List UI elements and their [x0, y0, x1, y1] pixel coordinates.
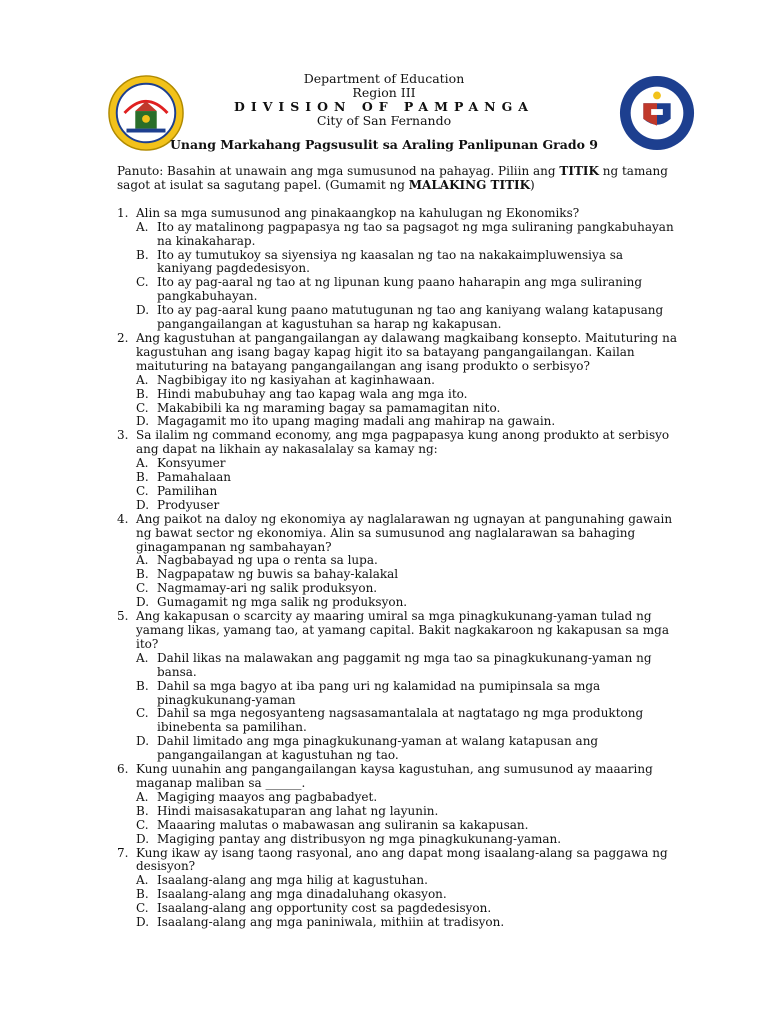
option-text: Nagbabayad ng upa o renta sa lupa. [157, 553, 378, 568]
option-text: Isaalang-alang ang mga hilig at kagustuhan. [157, 873, 428, 888]
question-number: 3. [117, 428, 129, 443]
answer-option [136, 596, 677, 610]
question-body [136, 332, 677, 429]
question-number: 6. [117, 762, 129, 777]
option-letter: D. [136, 734, 150, 749]
option-letter: C. [136, 400, 149, 415]
option-letter: C. [136, 706, 149, 721]
question-number: 4. [117, 511, 129, 526]
answer-option [136, 735, 677, 763]
question-text: Kung uunahin ang pangangailangan kaysa kagustuhan, ang sumusunod ay maaaring maganap maliban sa ______. [136, 762, 653, 790]
question-text: Kung ikaw ay isang taong rasyonal, ano ang dapat mong isaalang-alang sa paggawa ng desisyon? [136, 845, 668, 874]
answer-option [136, 582, 677, 596]
option-letter: C. [136, 483, 149, 498]
option-text: Maaaring malutas o mabawasan ang suliranin sa kakapusan. [157, 817, 529, 832]
option-text: Pamahalaan [157, 470, 231, 485]
option-text: Ito ay matalinong pagpapasya ng tao sa pagsagot ng mga suliraning pangkabuhayan na kinakaharap. [157, 219, 674, 248]
exam-content [117, 165, 677, 930]
option-letter: D. [136, 831, 150, 846]
region-name: Region III [352, 85, 416, 100]
option-text: Nagpapataw ng buwis sa bahay-kalakal [157, 567, 399, 582]
question-body [136, 429, 677, 512]
question-item [117, 207, 677, 332]
question-text: Ang paikot na daloy ng ekonomiya ay naglalarawan ng ugnayan at pangunahing gawain ng bawat sector ng ekonomiya. Alin sa sumusunod ang naglalarawan sa bahaging ginagampanan ng sambahayan? [136, 511, 673, 554]
option-letter: B. [136, 247, 149, 262]
option-letter: A. [136, 789, 149, 804]
instructions-text: ) [530, 177, 535, 192]
question-text: Ang kagustuhan at pangangailangan ay dalawang magkaibang konsepto. Maituturing na kagustuhan ang isang bagay kapag higit ito sa batayang pangangailangan. Kailan maituturing na batayang pangangailangan ang isang produkto o serbisyo? [136, 330, 678, 373]
answer-option [136, 652, 677, 680]
question-body [136, 610, 677, 763]
option-text: Nagmamay-ari ng salik produksyon. [157, 581, 378, 596]
answer-option [136, 499, 677, 513]
instructions-text: ng tamang sagot at isulat sa sagutang papel. (Gumamit ng [117, 164, 668, 192]
option-text: Dahil likas na malawakan ang paggamit ng mga tao sa pinagkukunang-yaman ng bansa. [157, 650, 652, 679]
question-item [117, 847, 677, 930]
option-text: Isaalang-alang ang mga dinadaluhang okasyon. [157, 887, 447, 902]
answer-option [136, 554, 677, 568]
option-letter: C. [136, 817, 149, 832]
answer-option [136, 902, 677, 916]
instructions-bold: MALAKING TITIK [408, 177, 531, 192]
option-letter: A. [136, 219, 149, 234]
question-item [117, 429, 677, 512]
question-text: Ang kakapusan o scarcity ay maaring umiral sa mga pinagkukunang-yaman tulad ng yamang likas, yamang tao, at yamang capital. Bakit nagkakaroon ng kakapusan sa mga ito? [136, 609, 669, 651]
answer-option [136, 457, 677, 471]
option-letter: B. [136, 386, 149, 401]
answer-option [136, 415, 677, 429]
option-text: Hindi mabubuhay ang tao kapag wala ang mga ito. [157, 386, 468, 401]
option-letter: D. [136, 303, 150, 318]
question-item [117, 332, 677, 429]
question-body [136, 513, 677, 610]
option-letter: A. [136, 873, 149, 888]
department-name: Department of Education [303, 71, 465, 86]
option-text: Dahil sa mga negosyanteng nagsasamantalala at nagtatago ng mga produktong ibinebenta sa pamilihan. [157, 706, 644, 735]
option-text: Pamilihan [157, 483, 218, 498]
option-letter: C. [136, 581, 149, 596]
question-text: Alin sa mga sumusunod ang pinakaangkop na kahulugan ng Ekonomiks? [136, 205, 580, 220]
answer-option [136, 249, 677, 277]
question-item [117, 513, 677, 610]
option-letter: A. [136, 456, 149, 471]
option-text: Dahil sa mga bagyo at iba pang uri ng kalamidad na pumipinsala sa mga pinagkukunang-yaman [157, 678, 601, 707]
answer-option [136, 471, 677, 485]
option-letter: C. [136, 275, 149, 290]
question-body [136, 847, 677, 930]
answer-option [136, 791, 677, 805]
answer-option [136, 833, 677, 847]
question-text: Sa ilalim ng command economy, ang mga pagpapasya kung anong produkto at serbisyo ang dapat na likhain ay nakasalalay sa kamay ng: [136, 428, 670, 457]
answer-option [136, 568, 677, 582]
question-item [117, 610, 677, 763]
option-letter: D. [136, 915, 150, 930]
instructions-text: Panuto: Basahin at unawain ang mga sumusunod na pahayag. Piliin ang [117, 164, 560, 178]
answer-option [136, 707, 677, 735]
option-letter: D. [136, 414, 150, 429]
option-letter: A. [136, 650, 149, 665]
question-list [117, 207, 677, 930]
option-text: Magiging pantay ang distribusyon ng mga pinagkukunang-yaman. [157, 831, 562, 846]
option-text: Prodyuser [157, 497, 220, 512]
option-text: Konsyumer [157, 456, 226, 471]
question-number: 5. [117, 609, 129, 624]
option-text: Ito ay tumutukoy sa siyensiya ng kaasalan ng tao na nakakaimpluwensiya sa kaniyang pagdedesisyon. [157, 247, 624, 276]
option-letter: B. [136, 803, 149, 818]
answer-option [136, 819, 677, 833]
option-text: Hindi maisasakatuparan ang lahat ng layunin. [157, 803, 439, 818]
answer-option [136, 485, 677, 499]
city-name: City of San Fernando [316, 113, 452, 128]
option-letter: C. [136, 901, 149, 916]
answer-option [136, 276, 677, 304]
question-item [117, 763, 677, 846]
option-text: Dahil limitado ang mga pinagkukunang-yaman at walang katapusan ang pangangailangan at kagustuhan ng tao. [157, 734, 599, 763]
option-letter: B. [136, 470, 149, 485]
option-text: Makabibili ka ng maraming bagay sa pamamagitan nito. [157, 400, 501, 415]
answer-option [136, 221, 677, 249]
question-number: 1. [117, 205, 129, 220]
option-letter: D. [136, 595, 150, 610]
answer-option [136, 874, 677, 888]
option-text: Gumagamit ng mga salik ng produksyon. [157, 595, 408, 610]
letterhead [0, 72, 768, 128]
option-text: Ito ay pag-aaral ng tao at ng lipunan kung paano haharapin ang mga suliraning pangkabuhayan. [157, 275, 643, 304]
division-name: DIVISION OF PAMPANGA [234, 99, 534, 114]
option-letter: B. [136, 567, 149, 582]
option-text: Isaalang-alang ang opportunity cost sa pagdedesisyon. [157, 901, 492, 916]
instructions [117, 165, 677, 193]
option-letter: A. [136, 553, 149, 568]
answer-option [136, 304, 677, 332]
option-text: Nagbibigay ito ng kasiyahan at kaginhawaan. [157, 372, 435, 387]
question-number: 2. [117, 330, 129, 345]
option-text: Ito ay pag-aaral kung paano matutugunan ng tao ang kaniyang walang katapusang pangangailangan at kagustuhan sa harap ng kakapusan. [157, 303, 664, 332]
answer-option [136, 805, 677, 819]
option-letter: B. [136, 678, 149, 693]
exam-title: Unang Markahang Pagsusulit sa Araling Panlipunan Grado 9 [170, 137, 598, 152]
question-number: 7. [117, 845, 129, 860]
answer-option [136, 402, 677, 416]
answer-option [136, 388, 677, 402]
option-letter: A. [136, 372, 149, 387]
option-letter: D. [136, 497, 150, 512]
answer-option [136, 680, 677, 708]
question-body [136, 763, 677, 846]
instructions-bold: TITIK [559, 164, 599, 178]
option-text: Magagamit mo ito upang maging madali ang mahirap na gawain. [157, 414, 556, 429]
question-body [136, 207, 677, 332]
answer-option [136, 374, 677, 388]
option-text: Isaalang-alang ang mga paniniwala, mithiin at tradisyon. [157, 915, 505, 930]
answer-option [136, 888, 677, 902]
option-text: Magiging maayos ang pagbabadyet. [157, 789, 378, 804]
option-letter: B. [136, 887, 149, 902]
answer-option [136, 916, 677, 930]
